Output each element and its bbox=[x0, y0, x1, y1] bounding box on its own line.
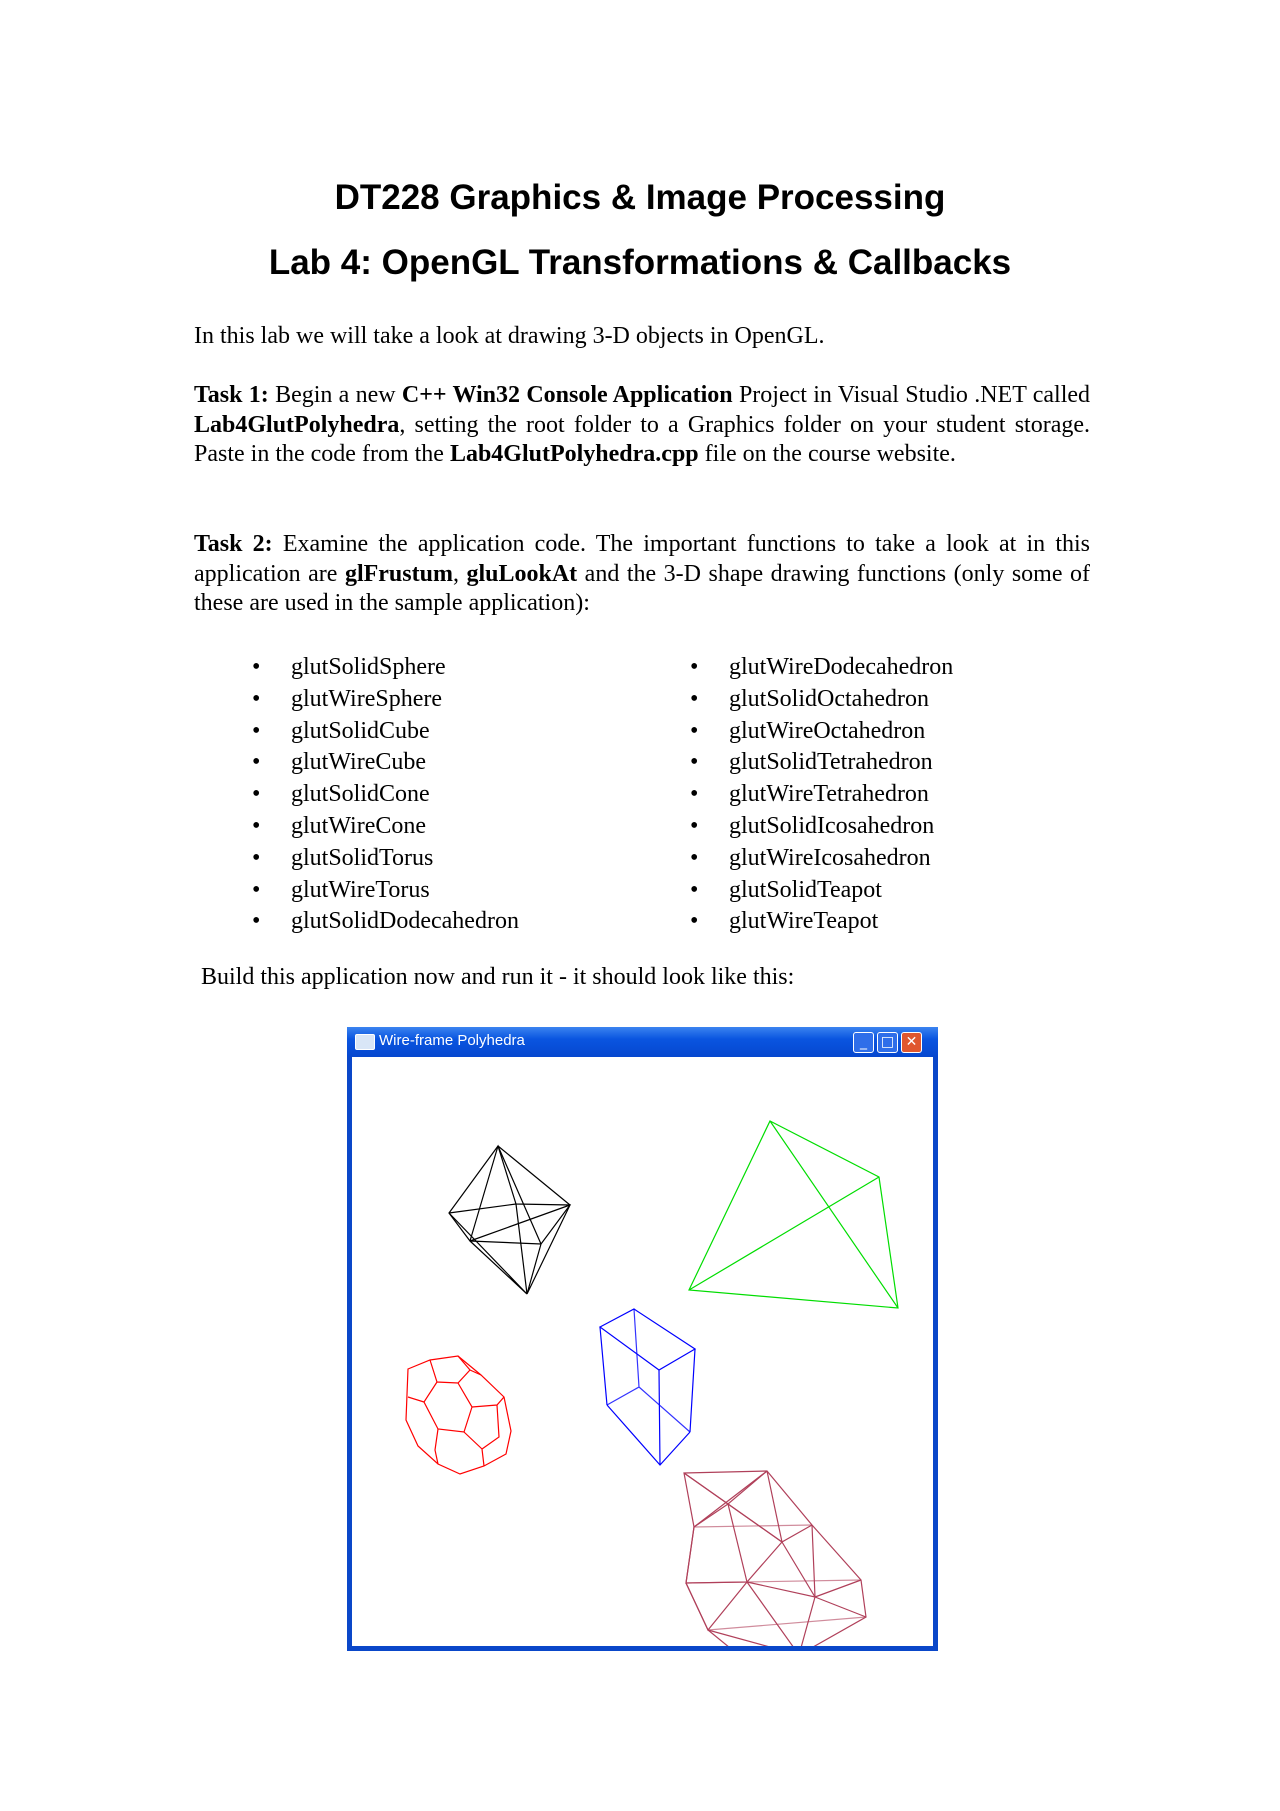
bullet-icon: • bbox=[252, 685, 261, 712]
lab-title: Lab 4: OpenGL Transformations & Callbacks bbox=[268, 243, 1012, 282]
list-item: • glutWireSphere bbox=[252, 684, 519, 716]
task2-paragraph bbox=[194, 530, 1090, 619]
bullet-icon: • bbox=[690, 812, 699, 839]
task1-text-1: Begin a new bbox=[268, 382, 402, 408]
task1-bold-filename: Lab4GlutPolyhedra.cpp bbox=[449, 441, 699, 467]
list-item: • glutSolidTeapot bbox=[690, 875, 953, 907]
wire-cube bbox=[600, 1309, 695, 1465]
bullet-icon: • bbox=[252, 717, 261, 744]
bullet-icon: • bbox=[690, 781, 699, 808]
build-instruction: Build this application now and run it - it should look like this: bbox=[201, 964, 795, 990]
bullet-icon: • bbox=[252, 812, 261, 839]
task2-text-3: and the 3-D shape drawing functions (only some of these are used in the sample application): bbox=[194, 560, 1090, 616]
task1-label: Task 1: bbox=[194, 382, 269, 408]
list-item: • glutWireCube bbox=[252, 747, 519, 779]
bullet-icon: • bbox=[252, 876, 261, 903]
task2-bold-glulookat: gluLookAt bbox=[466, 560, 578, 587]
list-item: • glutWireTorus bbox=[252, 875, 519, 907]
bullet-icon: • bbox=[690, 844, 699, 871]
list-item: • glutSolidCone bbox=[252, 779, 519, 811]
task2-text-1: Examine the application code. The important functions to take a look at in this application are bbox=[194, 531, 1090, 587]
function-list-left bbox=[252, 652, 519, 938]
list-item: • glutSolidDodecahedron bbox=[252, 906, 519, 938]
course-title: DT228 Graphics & Image Processing bbox=[334, 178, 946, 217]
wire-tetrahedron bbox=[689, 1121, 898, 1308]
wire-dodecahedron bbox=[406, 1356, 511, 1474]
list-item: • glutSolidTetrahedron bbox=[690, 747, 953, 779]
bullet-icon: • bbox=[690, 908, 699, 935]
window-app-icon bbox=[355, 1034, 375, 1050]
list-item: • glutWireTetrahedron bbox=[690, 779, 953, 811]
task1-text-4: file on the course website. bbox=[698, 441, 956, 467]
opengl-canvas bbox=[352, 1057, 933, 1646]
bullet-icon: • bbox=[690, 685, 699, 712]
task1-text-3: , setting the root folder to a Graphics folder on your student storage. Paste in the code from the bbox=[194, 411, 1090, 467]
intro-paragraph: In this lab we will take a look at drawing 3-D objects in OpenGL. bbox=[194, 323, 825, 349]
list-item: • glutSolidSphere bbox=[252, 652, 519, 684]
list-item: • glutSolidOctahedron bbox=[690, 684, 953, 716]
app-window-screenshot bbox=[347, 1027, 938, 1651]
wire-octahedron bbox=[449, 1146, 570, 1294]
task2-label: Task 2: bbox=[194, 531, 273, 557]
bullet-icon: • bbox=[252, 781, 261, 808]
bullet-icon: • bbox=[690, 654, 699, 680]
bullet-icon: • bbox=[690, 717, 699, 744]
list-item: • glutWireTeapot bbox=[690, 906, 953, 938]
list-item: • glutSolidTorus bbox=[252, 843, 519, 875]
list-item: • glutSolidIcosahedron bbox=[690, 811, 953, 843]
list-item: • glutWireOctahedron bbox=[690, 716, 953, 748]
list-item: • glutWireCone bbox=[252, 811, 519, 843]
maximize-button[interactable]: □ bbox=[877, 1032, 898, 1053]
list-item: • glutWireIcosahedron bbox=[690, 843, 953, 875]
bullet-icon: • bbox=[690, 749, 699, 776]
window-titlebar[interactable] bbox=[347, 1027, 938, 1057]
task1-bold-project-name: Lab4GlutPolyhedra bbox=[194, 411, 400, 438]
list-item: • glutWireDodecahedron bbox=[690, 652, 953, 684]
wire-icosahedron bbox=[684, 1471, 866, 1646]
task1-bold-project-type: C++ Win32 Console Application bbox=[401, 382, 733, 408]
close-button[interactable]: ✕ bbox=[901, 1032, 922, 1053]
function-list-right bbox=[690, 652, 953, 938]
task2-bold-glfrustum: glFrustum bbox=[344, 560, 453, 587]
bullet-icon: • bbox=[252, 908, 261, 935]
task1-paragraph bbox=[194, 381, 1090, 470]
bullet-icon: • bbox=[252, 844, 261, 871]
window-title: Wire-frame Polyhedra bbox=[379, 1032, 525, 1049]
bullet-icon: • bbox=[690, 876, 699, 903]
bullet-icon: • bbox=[252, 749, 261, 776]
bullet-icon: • bbox=[252, 654, 261, 680]
task1-text-2: Project in Visual Studio .NET called bbox=[732, 382, 1091, 408]
minimize-button[interactable]: _ bbox=[853, 1032, 874, 1053]
task2-text-2: , bbox=[452, 560, 467, 587]
polyhedra-render bbox=[352, 1057, 933, 1646]
list-item: • glutSolidCube bbox=[252, 716, 519, 748]
